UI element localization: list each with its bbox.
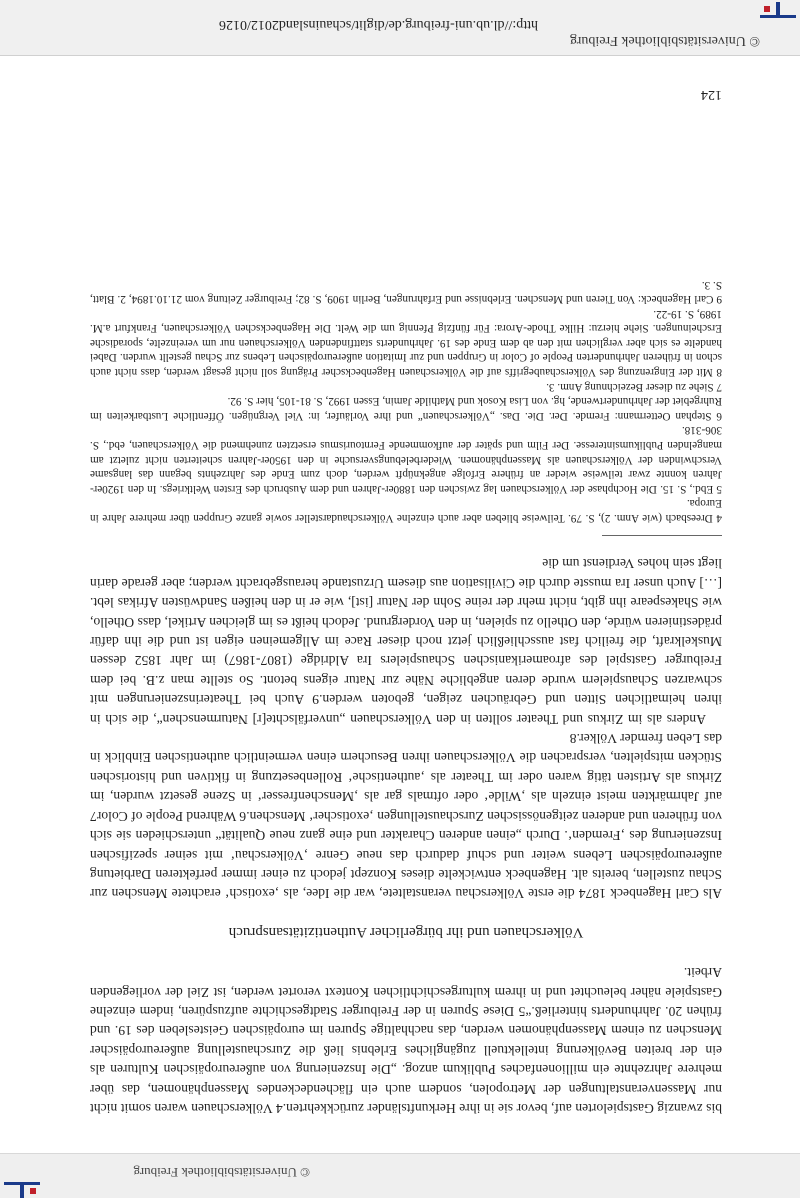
footnote-5: 5 Ebd., S. 15. Die Hochphase der Völkerschauen lag zwischen den 1880er-Jahren und dem Ausbruch des Ersten Weltkriegs. In den 1920er-Jahren konnte zwar teilweise wieder an frühere Erfolge angeknüpft werden, doch zum Ende des Jahrzehnts begann das langsame Verschwinden der Völkerschauen als Massenphänomen. Wiederbelebungsversuche in den 1950er-Jahren scheiterten nicht zuletzt am mangelnden Publikumsinteresse. Der Film und später der aufkommende Ferntourismus ersetzten zunehmend die Völkerschauen, ebd., S. 306-318. — [90, 424, 722, 495]
library-logo-icon — [760, 2, 796, 18]
footnote-4: 4 Dreesbach (wie Anm. 2), S. 79. Teilweise blieben aber auch einzelne Völkerschaudarsteller sowie ganze Gruppen über mehrere Jahre in Europa. — [90, 497, 722, 525]
paragraph-3: Anders als im Zirkus und Theater sollten in den Völkerschauen „unverfälschte[r] Naturmenschen“, die sich in ihren heimatlichen Sitten und Gebräuchen zeigen, geboten werden.9 Auch bei Theaterinszenierungen mit schwarzen Schauspielern wurde deren angebliche Nähe zur Natur eigens betont. So stellte man z.B. bei dem Freiburger Gastspiel des afroamerikanischen Schauspielers Ira Aldridge (1807-1867) im Jahr 1852 dessen Muskelkraft, die freilich fast ausschließlich jetzt noch dieser Race im Allgemeinen eigen ist und die ihn dafür prädestinieren würde, den Othello zu spielen, in den Vordergrund. Jedoch heißt es im gleichen Artikel, dass Othello, wie Shakespeare ihn gibt, nicht mehr der reine Sohn der Natur [ist], wie er in den heißen Sandwüsten Afrikas lebt. […] Auch unser Ira musste durch die Civilisation aus diesem Urzustande herausgebracht werden; aber gerade darin liegt sein hohes Verdienst um die — [90, 556, 722, 727]
footnote-9: 9 Carl Hagenbeck: Von Tieren und Menschen. Erlebnisse und Erfahrungen, Berlin 1909, S. 82; Freiburger Zeitung vom 21.10.1894, 2. Blatt, S. 3. — [90, 278, 722, 306]
page-body — [90, 277, 722, 1118]
header-copyright: © Universitätsbibliothek Freiburg — [569, 33, 760, 48]
top-copyright: © Universitätsbibliothek Freiburg — [133, 1165, 310, 1180]
footnote-6: 6 Stephan Oettermann: Fremde. Der. Die. Das. „Völkerschauen“ und ihre Vorläufer, in: Viel Vergnügen. Öffentliche Lustbarkeiten im Ruhrgebiet der Jahrhundertwende, hg. von Lisa Kosok und Mathilde Jamin, Essen 1992, S. 81-105, hier S. 92. — [90, 395, 722, 422]
bottom-bar — [0, 1153, 800, 1198]
paragraph-2: Als Carl Hagenbeck 1874 die erste Völkerschau veranstaltete, war die Idee, als ‚exotisch‘ erachtete Menschen zur Schau zustellen, bereits alt. Hagenbeck entwickelte dieses Konzept jedoch zu einer immer perfekteren Darbietung außereuropäischen Lebens weiter und schuf dadurch das neue Genre ‚Völkerschau‘ mit seiner spezifischen Inszenierung des ‚Fremden‘. Durch „einen anderen Charakter und eine ganz neue Qualität“ unterschieden sie sich von früheren und anderen zeitgenössischen Zurschaustellungen ‚exotischer‘ Menschen.6 Während People of Color7 auf Jahrmärkten meist einzeln als ‚Wilde‘ oder oftmals gar als ‚Menschenfresser‘ in Szene gesetzt wurden, im Zirkus als Artisten tätig waren oder im Theater als ‚authentische‘ Rollenbesetzung in fiktiven und historischen Stücken mitspielten, versprachen die Völkerschauen ihren Besuchern einen vermeintlich authentischen Einblick in das Leben fremder Völker.8 — [90, 731, 722, 902]
footnote-7: 7 Siehe zu dieser Bezeichnung Anm. 3. — [546, 380, 722, 393]
page-number: 124 — [701, 87, 722, 102]
source-url[interactable]: http://dl.ub.uni-freiburg.de/diglit/schauinsland2012/0126 — [219, 17, 538, 32]
library-logo-icon-top — [4, 1182, 40, 1198]
footnotes — [90, 277, 722, 525]
section-heading: Völkerschauen und ihr bürgerlicher Authentizitätsanspruch — [228, 923, 584, 940]
footnote-8: 8 Mit der Eingrenzung des Völkerschaubegriffs auf die Völkerschauen Hagenbeckscher Prägung soll nicht gesagt werden, dass nicht auch schon in früheren Jahrhunderten People of Color in Gruppen und zur Imitation außereuropäischen Lebens zur Schau gestellt wurden. Dabei handelte es sich aber verglichen mit den ab dem Ende des 19. Jahrhunderts stattfindenden Völkerschauen nur um vereinzelte, sporadische Erscheinungen. Siehe hierzu: Hilke Thode-Arora: Für fünfzig Pfennig um die Welt. Die Hagenbeckschen Völkerschauen, Frankfurt a.M. 1989, S. 19-22. — [90, 307, 722, 379]
footnote-rule — [602, 535, 722, 536]
paragraph-1: bis zwanzig Gastspielorten auf, bevor sie in ihre Herkunftsländer zurückkehrten.4 Völkerschauen waren somit nicht nur Massenveranstaltungen der Metropolen, sondern auch ein flächendeckendes Massenphänomen, das über mehrere Jahrzehnte ein millionenfaches Publikum anzog. „Die Inszenierung von außereuropäischen Kulturen als ein der breiten Bevölkerung intellektuell zugängliches Erlebnis ließ die Zurschaustellung außereuropäischer Menschen zu einem Massenphänomen werden, das nachhaltige Spuren im europäischen Geistesleben des 19. und frühen 20. Jahrhunderts hinterließ.“5 Diese Spuren in der Freiburger Stadtgeschichte aufzuspüren, indem einzelne Gastspiele näher beleuchtet und in ihrem kulturgeschichtlichen Kontext verortet werden, ist Ziel der vorliegenden Arbeit. — [90, 965, 722, 1116]
